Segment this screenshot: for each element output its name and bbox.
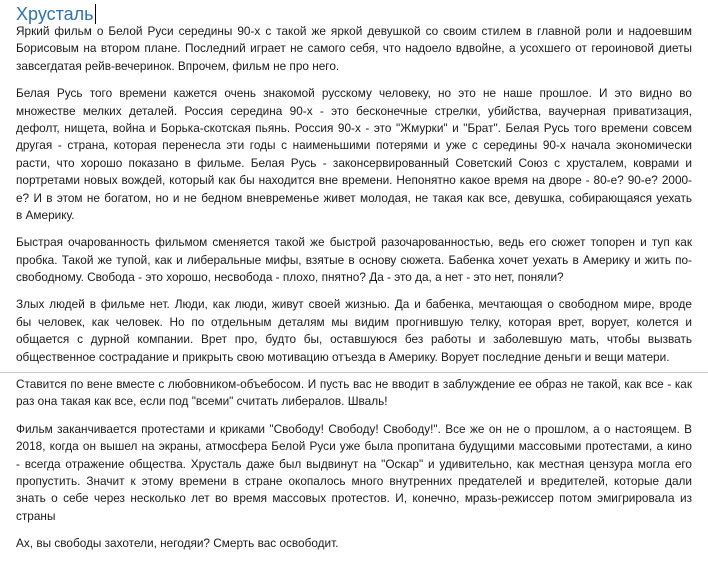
paragraph-line: Ах, вы свободы захотели, негодяи? Смерть вас освободит. <box>16 536 339 551</box>
paragraph-line: пропустить. Значит к этому времени в стране окопалось много внутренних предателей и вредителей, которые дали <box>16 473 692 488</box>
paragraph-line: другая - страна, которая перенесла эти годы с наименьшими потерями и уже с середины 90-х начала экономически <box>16 138 692 153</box>
paragraph <box>16 421 692 525</box>
paragraph-line: бы человек, как человек. Но по отдельным деталям мы видим прогнившую телку, которая врет, ворует, колется и <box>16 314 692 329</box>
document-title-text: Хрусталь <box>16 4 94 24</box>
paragraph-line: Яркий фильм о Белой Руси середины 90-х с такой же яркой девушкой со своим стилем в главной роли и надоевшим <box>16 24 692 38</box>
paragraph-line: страны <box>16 508 56 523</box>
paragraph-line: портретами новых вождей, который как бы находится вне времени. Непонятно какое время на дворе - 80-е? 90-е? 2000- <box>16 173 692 188</box>
paragraph-line: Фильм заканчивается протестами и криками "Свободу! Свободу! Свободу!". Все же он не о прошлом, а о настоящем. В <box>16 421 692 436</box>
paragraph <box>16 234 692 286</box>
paragraph-line: 2018, когда он вышел на экраны, атмосфера Белой Руси уже была пропитана будущими массовыми протестами, а кино <box>16 439 692 454</box>
paragraph-line: завсегдатая рейв-вечеринок. Впрочем, фильм не про него. <box>16 58 340 73</box>
paragraph-line: Злых людей в фильме нет. Люди, как люди, живут своей жизнью. Да и бабенка, мечтающая о свободном мире, вроде <box>16 297 692 312</box>
paragraph-line: множестве мелких деталей. Россия середина 90-х - это бесконечные стрелки, убийства, ваучерная приватизация, <box>16 103 692 118</box>
paragraph-line: Ставится по вене вместе с любовником-объебосом. И пусть вас не вводит в заблуждение ее образ не такой, как все - как <box>16 377 692 391</box>
paragraph <box>16 376 692 411</box>
paragraph-line: раз она такая как все, если под "всеми" считать либералов. Шваль! <box>16 394 388 409</box>
paragraph <box>16 535 692 552</box>
text-cursor <box>95 4 96 24</box>
paragraph-line: общественное сострадание и прикрыть свою мотивацию отъезда в Америку. Ворует последние деньги и вещи матери. <box>16 349 670 364</box>
paragraph-line: Борисовым на втором плане. Последний играет не самого себя, что надоело вдвойне, а усохшего от героиновой диеты <box>16 41 692 56</box>
paragraph-line: Белая Русь того времени кажется очень знакомой русскому человеку, но это не наше прошлое. И это видно во <box>16 86 692 101</box>
paragraph-line: расти, что хорошо показано в фильме. Белая Русь - законсервированный Советский Союз с хрусталем, коврами и <box>16 155 692 170</box>
paragraph <box>16 23 692 75</box>
page-1-body[interactable] <box>16 23 692 376</box>
paragraph-line: Быстрая очарованность фильмом сменяется такой же быстрой разочарованностью, ведь его сюжет топорен и туп как <box>16 235 692 250</box>
page-2-body[interactable] <box>16 376 692 563</box>
paragraph <box>16 85 692 224</box>
paragraph-line: пробка. Такой же тупой, как и либеральные мифы, взятые в основу сюжета. Бабенка хочет уехать в Америку и жить по- <box>16 252 692 267</box>
paragraph-line: общается с дурной компании. Врет про, будто бы, оставшуюся без работы и заболевшую мать, чтобы вызвать <box>16 332 692 347</box>
paragraph-line: е? И в этом не богатом, но и не бедном вневременье живет молодая, не такая как все, девушка, собирающаяся уехать <box>16 190 692 205</box>
paragraph-line: в Америку. <box>16 207 75 222</box>
paragraph-line: - всегда отражение общества. Хрусталь даже был выдвинут на "Оскар" и удивительно, как местная цензура могла его <box>16 456 692 471</box>
paragraph-line: дефолт, нищета, война и Борька-скотская пьянь. Россия 90-х - это "Жмурки" и "Брат". Белая Русь того времени совсем <box>16 120 692 135</box>
document-title[interactable] <box>16 3 96 25</box>
paragraph-line: знать о себе через несколько лет во время массовых протестов. И, конечно, мразь-режиссер потом эмигрировала из <box>16 491 692 506</box>
paragraph <box>16 296 692 366</box>
page-break-divider <box>0 372 708 373</box>
paragraph-line: свободному. Свобода - это хорошо, несвобода - плохо, пнятно? Да - это да, а нет - это нет, поняли? <box>16 270 564 285</box>
